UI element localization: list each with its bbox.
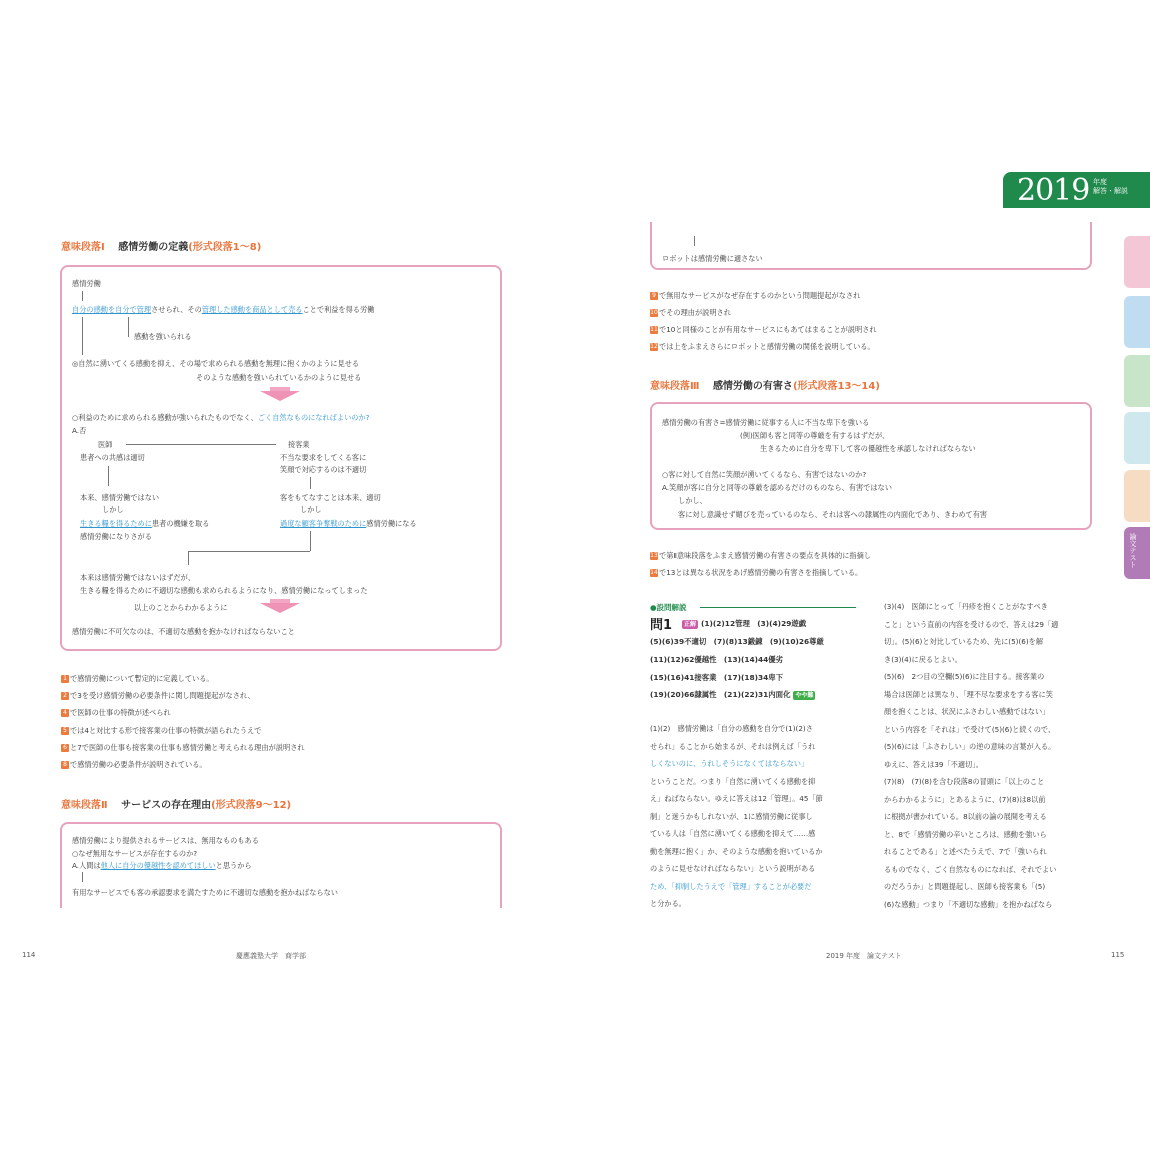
left-page-number: 114: [22, 951, 36, 959]
side-tab-4[interactable]: [1124, 412, 1150, 464]
side-tab-1[interactable]: [1124, 236, 1150, 288]
diagram-box-1: 感情労働 自分の感動を自分で管理させられ、その管理した感動を商品として売ることで利益を得る労働 感動を強いられる ◎自然に湧いてくる感動を抑え、その場で求められる感動を無理に抱くかのように見せる そのような感動を強いられているかのように見せる ○利益のために求められる感動が強いられたものでなく、ごく自然なものになればよいのか? A.否 医師 接客業 患者への共感は適切 不当な要求をしてくる客に 笑顔で対応するのは不適切 本来、感情労働ではない 客をもてなすことは本来、適切 しかし しかし 生きる糧を得るために患者の機嫌を取る 過度な顧客争奪戦のために感情労働になる 感情労働になりさがる 本来は感情労働ではないはずだが、 生きる糧を得るために不適切な感動も求められるようになり、感情労働になってしまった 以上のことからわかるように 感情労働に不可欠なのは、不適切な感動を抱かなければならないこと: [60, 265, 502, 651]
explanation-header: ●設問解説: [650, 603, 687, 612]
side-tab-label: 論文テスト: [1129, 533, 1137, 568]
answer-line-2: (5)(6)39不適切 (7)(8)13鍛錬 (9)(10)26尊厳: [650, 637, 824, 646]
year-sub: 年度 解答・解説: [1093, 178, 1128, 195]
question-1-label: 問1: [650, 618, 673, 633]
section3-heading: 意味段落Ⅲ 感情労働の有害さ(形式段落13〜14): [650, 381, 880, 392]
year-tab: [1003, 172, 1150, 208]
answer-line-4: (15)(16)41接客業 (17)(18)34卑下: [650, 673, 784, 682]
down-arrow-1: [260, 391, 300, 401]
down-arrow-2: [260, 603, 300, 613]
side-tab-5[interactable]: [1124, 470, 1150, 522]
diagram-box-2: 感情労働により提供されるサービスは、無用なものもある ○なぜ無用なサービスが存在するのか? A.人間は他人に自分の優越性を認めてほしいと思うから 有用なサービスでも客の承認要求を満たすために不適切な感動を抱かねばならない: [60, 822, 502, 908]
section1-heading: 意味段落Ⅰ 感情労働の定義(形式段落1〜8): [61, 242, 262, 253]
answer-line-5: (19)(20)66隷属性 (21)(22)31内面化 やや難: [650, 690, 814, 699]
diagram-box-3: 感情労働の有害さ=感情労働に従事する人に不当な卑下を強いる (例)医師も客と同等の尊厳を有するはずだが、 生きるために自分を卑下して客の優越性を承認しなければならない ○客に対して自然に笑顔が湧いてくるなら、有害ではないのか? A.笑顔が客に自分と同等の尊厳を認めるだけのものなら、有害ではない しかし、 客に対し意識せず媚びを売っているのなら、それは客への隷属性の内面化であり、きわめて有害: [650, 402, 1092, 530]
explanation-column-1: (1)(2) 感情労働は「自分の感動を自分で(1)(2)さ せられ」ることから始まるが、それは例えば「うれ しくないのに、うれしそうになくてはならない」 ということだ。つまり「自然に湧いてくる感動を抑 え」ねばならない。ゆえに答えは12「管理」。45「節 制」と迷うかもしれないが、1に感情労働に従事し ている人は「自然に湧いてくる感動を抑えて……感 動を無理に抱く」か、そのような感動を抱いているか のように見せなければならない」という説明がある ため、「抑制したうえで「管理」することが必要だ と分かる。: [650, 724, 823, 908]
year-number: 2019: [1017, 173, 1090, 208]
explanation-column-2: (3)(4) 医師にとって「丹疹を抱くことがなすべき こと」という直前の内容を受けるので、答えは29「適 切」。(5)(6)と対比しているため、先に(5)(6)を解 き(3)(4)に戻るとよい。 (5)(6) 2つ目の空欄(5)(6)に注目する。接客業の 場合は医師とは異なり、「理不尽な要求をする客に笑 顔を抱くことは、状況にふさわしい感動ではない」 という内容を「それは」で受けて(5)(6)と続くので、 (5)(6)には「ふさわしい」の逆の意味の言葉が入る。 ゆえに、答えは39「不適切」。 (7)(8) (7)(8)を含む段落8の冒頭に「以上のこと からわかるように」とあるように、(7)(8)は8以前 に根拠が書かれている。8以前の論の展開を考える と、8で「感情労働の辛いところは、感動を強いら れることである」と述べたうえで、7で「強いられ るものでなく、ごく自然なものになれば、それでよい のだろうか」と問題提起し、医師も接客業も「(5) (6)な感動」つまり「不適切な感動」を抱かねばなら: [884, 602, 1059, 909]
section2-heading: 意味段落Ⅱ サービスの存在理由(形式段落9〜12): [61, 800, 292, 811]
side-tab-6[interactable]: [1124, 527, 1150, 579]
diagram-box-top: ロボットは感情労働に適さない: [650, 222, 1092, 270]
side-tab-3[interactable]: [1124, 355, 1150, 407]
side-tab-2[interactable]: [1124, 296, 1150, 348]
book-spread: 2019 年度 解答・解説 論文テスト 意味段落Ⅰ 感情労働の定義(形式段落1〜8) 感情労働 自分の感動を自分で管理させられ、その管理した感動を商品として売ることで利益を得る労働 感動を強いられる ◎自然に湧いてくる感動を抑え、その場で求められる感動を無理に抱くかのように見せる そのような感動を強いられているかのように見せる ○利益のために求められる感動が強いられたものでなく、ごく自然なものになればよいのか? A.否 医師 接客業 患者への共感は適切 不当な要求をしてくる客に 笑顔で対応するのは不適切 本来、感情労働ではない 客をもてなすことは本来、適切 しかし しかし 生きる糧を得るために患者の機嫌を取る 過度な顧客争奪戦のために感情労働になる 感情労働になりさがる 本来は感情労働ではないはずだが、 生きる糧を得るために不適切な感動も求められるようになり、感情労働になってしまった 以上のことからわかるように 感情労働に不可欠なのは、不適切な感動を抱かなければならないこと 1 で感情労働について暫定的に定義している。 2 で3を受け感情労働の必要条件に関し問題提起がなされ、 4 で医師の仕事の特徴が述べられ 5 では4と対比する形で接客業の仕事の特徴が語られたうえで 6 と7で医師の仕事も接客業の仕事も感情労働と考えられる理由が説明され 8 で感情労働の必要条件が説明されている。 意味段落Ⅱ サービスの存在理由(形式段落9〜12) 感情労働により提供されるサービスは、無用なものもある ○なぜ無用なサービスが存在するのか? A.人間は他人に自分の優越性を認めてほしいと思うから 有用なサービスでも客の承認要求を満たすために不適切な感動を抱かねばならない ロボットは感情労働に適さない 9 で無用なサービスがなぜ存在するのかという問題提起がなされ 10でその理由が説明され 11で10と同様のことが有用なサービスにもあてはまることが説明され 12では上をふまえさらにロボットと感情労働の関係を説明している。 意味段落Ⅲ 感情労働の有害さ(形式段落13〜14) 感情労働の有害さ=感情労働に従事する人に不当な卑下を強いる (例)医師も客と同等の尊厳を有するはずだが、 生きるために自分を卑下して客の優越性を承認しなければならない ○客に対して自然に笑顔が湧いてくるなら、有害ではないのか? A.笑顔が客に自分と同等の尊厳を認めるだけのものなら、有害ではない しかし、 客に対し意識せず媚びを売っているのなら、それは客への隷属性の内面化であり、きわめて有害 13で第Ⅱ意味段落をふまえ感情労働の有害さの要点を具体的に指摘し 14で13とは異なる状況をあげ感情労働の有害さを指摘している。 ●設問解説 問1 正解 (1)(2)12管理 (3)(4)29遊戯 (5)(6)39不適切 (7)(8)13鍛錬 (9)(10)26尊厳 (11)(12)62優越性 (13)(14)44優劣 (15)(16)41接客業 (17)(18)34卑下 (19)(20)66隷属性 (21)(22)31内面化 やや難 (1)(2) 感情労働は「自分の感動を自分で(1)(2)さ せられ」ることから始まるが、それは例えば「うれ しくないのに、うれしそうになくてはならない」 ということだ。つまり「自然に湧いてくる感動を抑 え」ねばならない。ゆえに答えは12「管理」。45「節 制」と迷うかもしれないが、1に感情労働に従事し ている人は「自然に湧いてくる感動を抑えて……感 動を無理に抱く」か、そのような感動を抱いているか のように見せなければならない」という説明がある ため、「抑制したうえで「管理」することが必要だ と分かる。 (3)(4) 医師にとって「丹疹を抱くことがなすべき こと」という直前の内容を受けるので、答えは29「適 切」。(5)(6)と対比しているため、先に(5)(6)を解 き(3)(4)に戻るとよい。 (5)(6) 2つ目の空欄(5)(6)に注目する。接客業の 場合は医師とは異なり、「理不尽な要求をする客に笑 顔を抱くことは、状況にふさわしい感動ではない」 という内容を「それは」で受けて(5)(6)と続くので、 (5)(6)には「ふさわしい」の逆の意味の言葉が入る。 ゆえに、答えは39「不適切」。 (7)(8) (7)(8)を含む段落8の冒頭に「以上のこと からわかるように」とあるように、(7)(8)は8以前 に根拠が書かれている。8以前の論の展開を考える と、8で「感情労働の辛いところは、感動を強いら れることである」と述べたうえで、7で「強いられ るものでなく、ごく自然なものになれば、それでよい のだろうか」と問題提起し、医師も接客業も「(5) (6)な感動」つまり「不適切な感動」を抱かねばなら 114 慶應義塾大学 商学部 2019 年度 論文テスト 115: [0, 0, 1150, 1150]
answer-line-3: (11)(12)62優越性 (13)(14)44優劣: [650, 655, 784, 664]
right-running-title: 2019 年度 論文テスト: [826, 952, 902, 960]
left-running-title: 慶應義塾大学 商学部: [236, 952, 306, 960]
right-page-number: 115: [1111, 951, 1125, 959]
answer-line-1: 正解 (1)(2)12管理 (3)(4)29遊戯: [684, 619, 807, 628]
